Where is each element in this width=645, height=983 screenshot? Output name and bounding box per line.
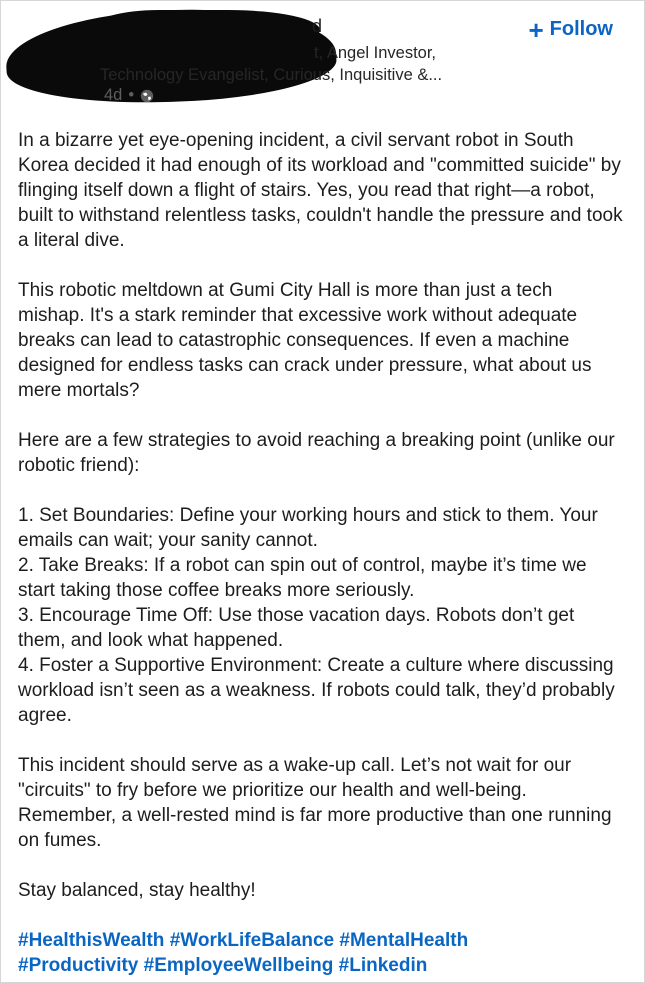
post-paragraph: Here are a few strategies to avoid reaching a breaking point (unlike our robotic friend): — [18, 430, 615, 476]
post-time: 4d — [104, 86, 123, 104]
hashtag-link[interactable]: #MentalHealth — [339, 930, 469, 951]
meta-separator: • — [128, 86, 135, 104]
hashtag-link[interactable]: #Linkedin — [338, 955, 428, 976]
hashtag-list — [18, 928, 624, 978]
strategy-list — [18, 503, 624, 728]
list-item: 1. Set Boundaries: Define your working hours and stick to them. Your emails can wait; your sanity cannot. — [18, 505, 598, 551]
post-paragraph: Stay balanced, stay healthy! — [18, 880, 256, 901]
post-paragraph: This robotic meltdown at Gumi City Hall is more than just a tech mishap. It's a stark reminder that excessive work without adequate breaks can lead to catastrophic consequences. If even a machine designed for endless tasks can crack under pressure, what about us mere mortals? — [18, 280, 592, 401]
plus-icon: + — [528, 14, 544, 45]
list-item: 2. Take Breaks: If a robot can spin out of control, maybe it’s time we start taking those coffee breaks more seriously. — [18, 555, 587, 601]
post-meta — [104, 86, 154, 105]
author-headline-line1: t, Angel Investor, — [314, 44, 436, 62]
follow-label: Follow — [549, 18, 613, 40]
author-headline-line2: Technology Evangelist, Curious, Inquisitive &... — [100, 66, 443, 84]
post-paragraph: In a bizarre yet eye-opening incident, a civil servant robot in South Korea decided it had enough of its workload and "committed suicide" by flinging itself down a flight of stairs. Yes, you read that right—a robot, built to withstand relentless tasks, couldn't handle the pressure and took a literal dive. — [18, 130, 623, 251]
post-paragraph: This incident should serve as a wake-up call. Let’s not wait for our "circuits" to fry before we prioritize our health and well-being. Remember, a well-rested mind is far more productive than one running on fumes. — [18, 755, 612, 851]
post-body — [18, 128, 624, 978]
hashtag-link[interactable]: #Productivity — [18, 955, 139, 976]
author-name[interactable]: d — [312, 16, 323, 36]
list-item: 3. Encourage Time Off: Use those vacation days. Robots don’t get them, and look what happened. — [18, 605, 575, 651]
hashtag-link[interactable]: #HealthisWealth — [18, 930, 165, 951]
list-item: 4. Foster a Supportive Environment: Create a culture where discussing workload isn’t seen as a weakness. If robots could talk, they’d probably agree. — [18, 655, 615, 726]
follow-button[interactable] — [528, 14, 613, 45]
hashtag-link[interactable]: #WorkLifeBalance — [169, 930, 335, 951]
post-header — [0, 0, 645, 120]
hashtag-link[interactable]: #EmployeeWellbeing — [143, 955, 334, 976]
globe-icon — [140, 89, 154, 103]
